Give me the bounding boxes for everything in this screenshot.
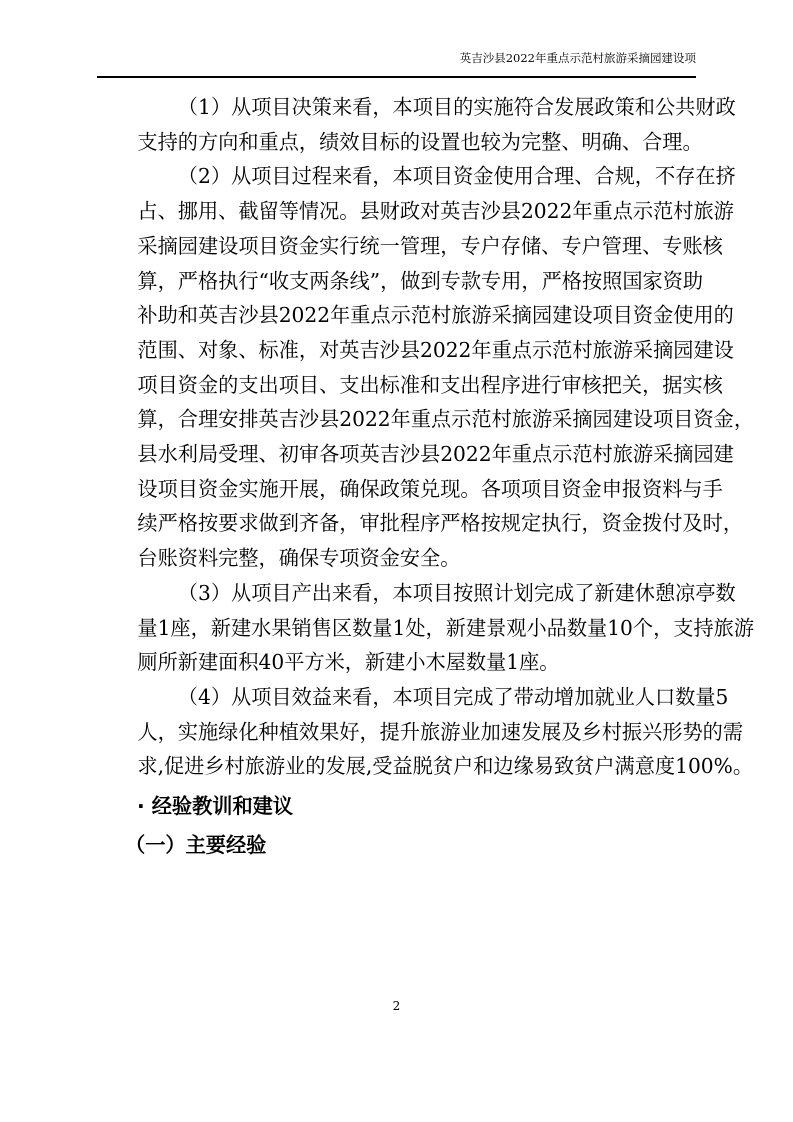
text-line: 量1座，新建水果销售区数量1处，新建景观小品数量10个，支持旅游 [137, 615, 755, 640]
section-heading: · 经验教训和建议 [137, 794, 294, 819]
text-line: 台账资料完整，确保专项资金安全。 [137, 546, 461, 571]
paragraph-decision [97, 90, 736, 159]
text-line: 采摘园建设项目资金实行统一管理，专户存储、专户管理、专账核 [137, 233, 723, 258]
text-line: 求,促进乡村旅游业的发展,受益脱贫户和边缘易致贫户满意度100%。 [137, 754, 754, 779]
paragraph-process [97, 159, 755, 575]
text-line: 厕所新建面积40平方米，新建小木屋数量1座。 [137, 650, 560, 675]
text-line: 算，合理安排英吉沙县2022年重点示范村旅游采摘园建设项目资金， [137, 407, 755, 432]
running-header-title: 英吉沙县2022年重点示范村旅游采摘园建设项 [459, 51, 696, 65]
text-line: 人，实施绿化种植效果好，提升旅游业加速发展及乡村振兴形势的需 [137, 719, 744, 744]
text-line: 续严格按要求做到齐备，审批程序严格按规定执行，资金拨付及时， [137, 511, 744, 536]
header-divider [97, 76, 696, 78]
text-line: 支持的方向和重点，绩效目标的设置也较为完整、明确、合理。 [137, 129, 703, 154]
paragraph-benefit [97, 680, 754, 784]
text-line: 补助和英吉沙县2022年重点示范村旅游采摘园建设项目资金使用的 [137, 303, 734, 328]
subsection-heading: （一）主要经验 [125, 832, 267, 857]
text-line: 占、挪用、截留等情况。县财政对英吉沙县2022年重点示范村旅游 [137, 199, 734, 224]
text-line: 范围、对象、标准，对英吉沙县2022年重点示范村旅游采摘园建设 [137, 337, 734, 362]
text-line: 县水利局受理、初审各项英吉沙县2022年重点示范村旅游采摘园建 [137, 442, 734, 467]
page-number: 2 [392, 999, 401, 1013]
text-line: 项目资金的支出项目、支出标准和支出程序进行审核把关，据实核 [137, 372, 723, 397]
text-line: （1）从项目决策来看，本项目的实施符合发展政策和公共财政 [177, 95, 736, 119]
text-line: （4）从项目效益来看，本项目完成了带动增加就业人口数量5 [177, 684, 729, 709]
text-line: 算，严格执行“收支两条线”，做到专款专用，严格按照国家资助 [137, 268, 704, 293]
document-body [97, 90, 755, 862]
text-line: 设项目资金实施开展，确保政策兑现。各项项目资金申报资料与手 [137, 476, 723, 501]
text-line: （2）从项目过程来看，本项目资金使用合理、合规，不存在挤 [177, 164, 736, 189]
paragraph-output [97, 576, 755, 680]
text-line: （3）从项目产出来看，本项目按照计划完成了新建休憩凉亭数 [177, 580, 736, 605]
